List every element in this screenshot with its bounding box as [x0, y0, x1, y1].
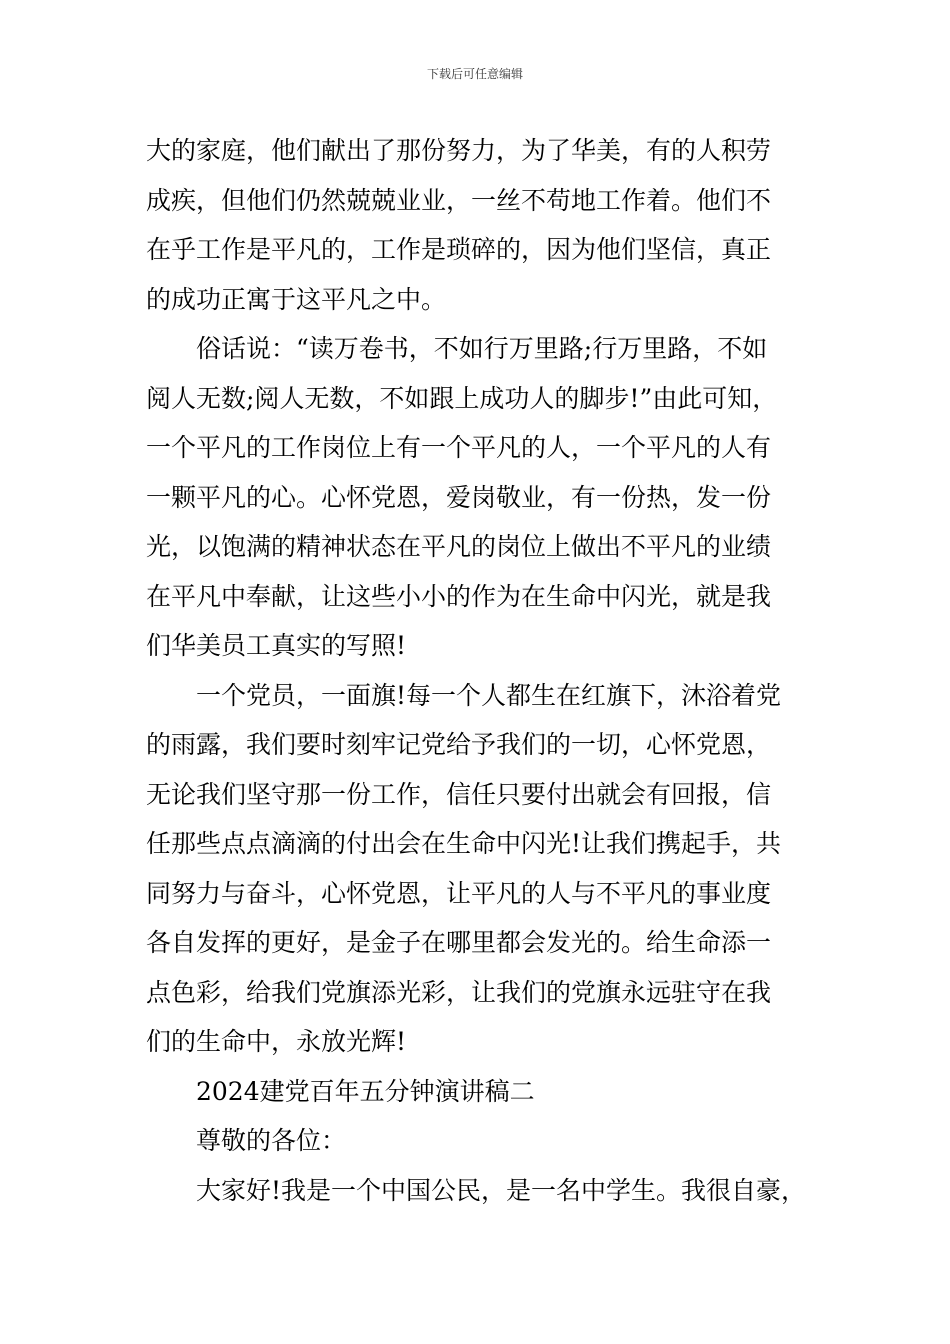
text-line: 各自发挥的更好，是金子在哪里都会发光的。给生命添一 — [146, 928, 772, 957]
text-line: 一颗平凡的心。心怀党恩，爱岗敬业，有一份热，发一份 — [146, 482, 772, 512]
text-line: 阅人无数;阅人无数，不如跟上成功人的脚步!”由此可知， — [146, 383, 778, 413]
text-line: 一个平凡的工作岗位上有一个平凡的人，一个平凡的人有 — [146, 433, 772, 462]
text-line: 点色彩，给我们党旗添光彩，让我们的党旗永远驻守在我 — [146, 977, 772, 1007]
text-line: 在平凡中奉献，让这些小小的作为在生命中闪光，就是我 — [146, 581, 772, 611]
text-line: 的成功正寓于这平凡之中。 — [146, 284, 447, 314]
text-line: 俗话说：“读万卷书，不如行万里路;行万里路，不如 — [196, 334, 768, 363]
text-line: 成疾，但他们仍然兢兢业业，一丝不苟地工作着。他们不 — [146, 185, 772, 215]
text-line: 在乎工作是平凡的，工作是琐碎的，因为他们坚信，真正 — [146, 235, 772, 264]
text-line: 任那些点点滴滴的付出会在生命中闪光!让我们携起手，共 — [146, 829, 782, 858]
document-body — [146, 126, 826, 1215]
section-title: 2024建党百年五分钟演讲稿二 — [196, 1076, 535, 1106]
text-line: 们的生命中，永放光辉! — [146, 1027, 407, 1056]
text-line: 无论我们坚守那一份工作，信任只要付出就会有回报，信 — [146, 779, 772, 809]
text-line: 的雨露，我们要时刻牢记党给予我们的一切，心怀党恩， — [146, 730, 772, 759]
text-line: 们华美员工真实的写照! — [146, 631, 407, 660]
text-line: 同努力与奋斗，心怀党恩，让平凡的人与不平凡的事业度 — [146, 878, 772, 908]
text-line: 光，以饱满的精神状态在平凡的岗位上做出不平凡的业绩 — [146, 532, 772, 561]
text-line: 大的家庭，他们献出了那份努力，为了华美，有的人积劳 — [146, 136, 772, 165]
salutation: 尊敬的各位： — [196, 1126, 347, 1155]
page-header: 下载后可任意编辑 — [426, 67, 523, 81]
text-line: 大家好!我是一个中国公民，是一名中学生。我很自豪， — [196, 1175, 807, 1205]
text-line: 一个党员，一面旗!每一个人都生在红旗下，沐浴着党 — [196, 680, 782, 710]
